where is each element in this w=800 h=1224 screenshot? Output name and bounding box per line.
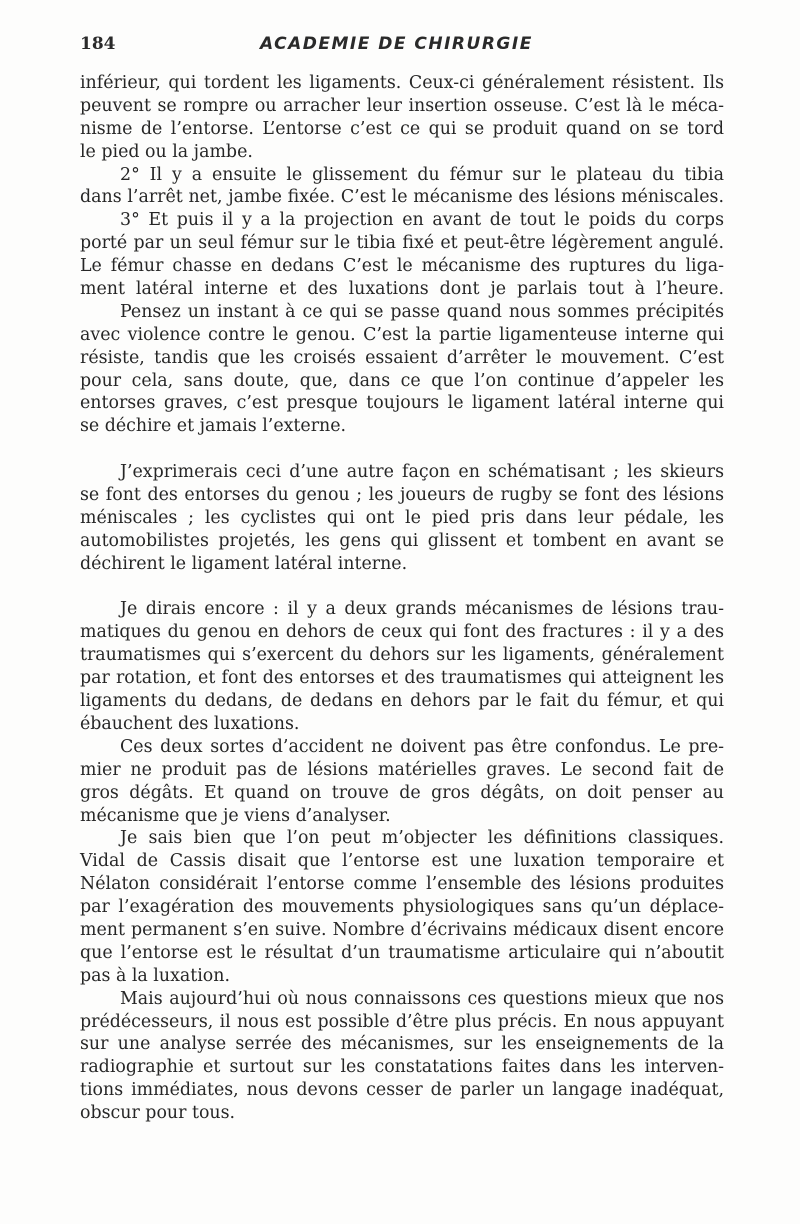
text-line: inférieur, qui tordent les ligaments. Ceux-ci généralement résistent. Ils: [80, 73, 724, 93]
running-title: ACADEMIE DE CHIRURGIE: [260, 34, 533, 54]
text-line: traumatismes qui s’exercent du dehors sur les ligaments, généralement: [80, 645, 724, 666]
text-line: pas à la luxation.: [80, 965, 230, 986]
text-line: pour cela, sans doute, que, dans ce que l’on continue d’appeler les: [80, 370, 724, 391]
text-line: méniscales ; les cyclistes qui ont le pied pris dans leur pédale, les: [80, 507, 724, 528]
text-line: prédécesseurs, il nous est possible d’être plus précis. En nous appuyant: [80, 1011, 724, 1032]
text-line: Je dirais encore : il y a deux grands mécanismes de lésions trau-: [120, 599, 724, 620]
text-line: par l’exagération des mouvements physiologiques sans qu’un déplace-: [80, 897, 724, 918]
text-line: sur une analyse serrée des mécanismes, sur les enseignements de la: [80, 1034, 724, 1055]
text-line: mécanisme que je viens d’analyser.: [80, 805, 391, 826]
text-line: 3° Et puis il y a la projection en avant de tout le poids du corps: [120, 210, 724, 231]
text-line: par rotation, et font des entorses et des traumatismes qui atteignent les: [80, 668, 724, 689]
text-line: déchirent le ligament latéral interne.: [80, 553, 408, 574]
text-line: Le fémur chasse en dedans C’est le mécanisme des ruptures du liga-: [80, 256, 724, 277]
text-line: nisme de l’entorse. L’entorse c’est ce qui se produit quand on se tord: [80, 118, 724, 139]
text-line: se déchire et jamais l’externe.: [80, 416, 347, 437]
text-line: Ces deux sortes d’accident ne doivent pas être confondus. Le pre-: [120, 736, 724, 757]
paragraph: [80, 301, 724, 438]
paragraph: [80, 164, 724, 210]
text-line: que l’entorse est le résultat d’un traumatisme articulaire qui n’aboutit: [80, 942, 724, 963]
text-line: automobilistes projetés, les gens qui glissent et tombent en avant se: [80, 530, 724, 551]
paragraph-gap: [80, 438, 724, 461]
text-line: Nélaton considérait l’entorse comme l’ensemble des lésions produites: [80, 874, 724, 895]
text-line: obscur pour tous.: [80, 1103, 236, 1124]
paragraph: [80, 736, 724, 828]
text-line: Pensez un instant à ce qui se passe quand nous sommes précipités: [120, 301, 724, 322]
text-line: gros dégâts. Et quand on trouve de gros dégâts, on doit penser au: [80, 782, 724, 803]
page-header: [80, 34, 724, 58]
paragraph: [80, 461, 724, 575]
text-line: matiques du genou en dehors de ceux qui font des fractures : il y a des: [80, 622, 724, 643]
text-line: radiographie et surtout sur les constatations faites dans les interven-: [80, 1057, 724, 1078]
text-line: Vidal de Cassis disait que l’entorse est une luxation temporaire et: [80, 851, 724, 872]
text-line: ébauchent des luxations.: [80, 713, 300, 734]
text-line: dans l’arrêt net, jambe fixée. C’est le mécanisme des lésions méniscales.: [80, 187, 724, 208]
text-line: ment permanent s’en suive. Nombre d’écrivains médicaux disent encore: [80, 919, 724, 940]
paragraph: [80, 598, 724, 735]
text-line: porté par un seul fémur sur le tibia fixé et peut-être légèrement angulé.: [80, 233, 724, 254]
paragraph-gap: [80, 576, 724, 599]
text-line: se font des entorses du genou ; les joueurs de rugby se font des lésions: [80, 485, 724, 506]
body-text: [80, 72, 724, 1125]
text-line: tions immédiates, nous devons cesser de parler un langage inadéquat,: [80, 1080, 724, 1101]
text-line: J’exprimerais ceci d’une autre façon en schématisant ; les skieurs: [120, 462, 724, 483]
text-line: résiste, tandis que les croisés essaient d’arrêter le mouvement. C’est: [80, 347, 724, 368]
text-line: le pied ou la jambe.: [80, 141, 253, 162]
text-line: 2° Il y a ensuite le glissement du fémur sur le plateau du tibia: [120, 164, 724, 185]
text-line: ligaments du dedans, de dedans en dehors par le fait du fémur, et qui: [80, 691, 724, 712]
page-number: 184: [80, 34, 116, 54]
text-line: avec violence contre le genou. C’est la partie ligamenteuse interne qui: [80, 324, 724, 345]
paragraph: [80, 72, 724, 164]
text-line: ment latéral interne et des luxations dont je parlais tout à l’heure.: [80, 279, 724, 300]
text-line: Je sais bien que l’on peut m’objecter les définitions classiques.: [120, 828, 724, 849]
paragraph: [80, 827, 724, 987]
text-line: entorses graves, c’est presque toujours le ligament latéral interne qui: [80, 393, 724, 414]
text-line: mier ne produit pas de lésions matérielles graves. Le second fait de: [80, 759, 724, 780]
paragraph: [80, 209, 724, 301]
text-line: Mais aujourd’hui où nous connaissons ces questions mieux que nos: [120, 988, 724, 1009]
text-line: peuvent se rompre ou arracher leur insertion osseuse. C’est là le méca-: [80, 95, 724, 116]
paragraph: [80, 988, 724, 1125]
